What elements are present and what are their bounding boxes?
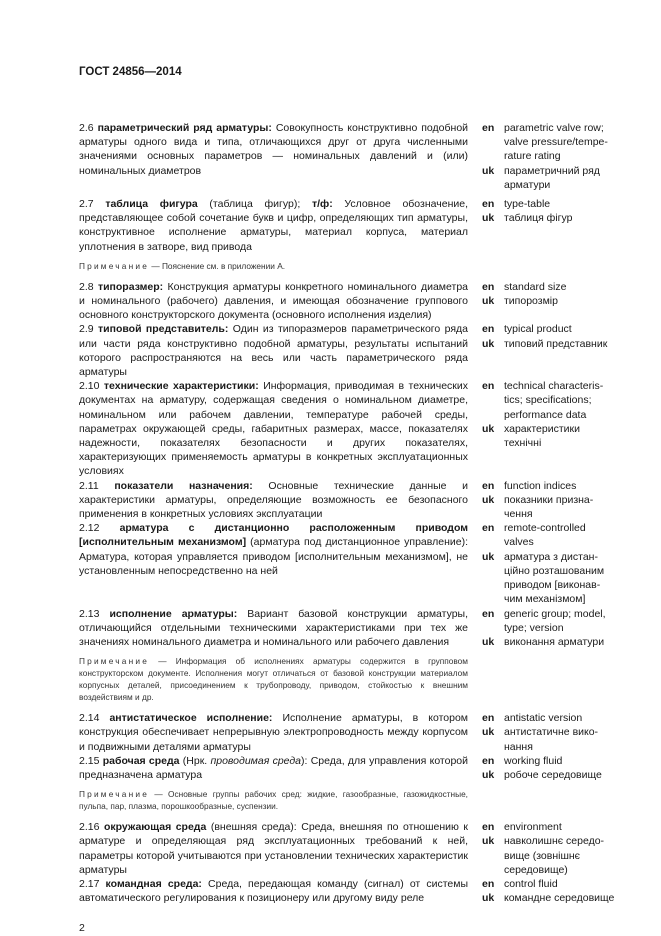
translation-uk: [482, 725, 654, 739]
term-row: [79, 711, 654, 754]
term-note: [79, 788, 468, 812]
translation-text: antistatic version: [504, 712, 583, 725]
language-code: [482, 564, 504, 578]
translation-en: [482, 479, 654, 493]
term-row: [79, 521, 654, 606]
language-code: en: [482, 380, 495, 393]
language-code: uk: [482, 835, 495, 848]
language-code: [482, 740, 504, 754]
term-entry: [79, 280, 468, 323]
note-label: Примечание: [79, 260, 150, 271]
translation-text: приводом [виконав-: [504, 579, 601, 592]
translation-text: function indices: [504, 479, 577, 492]
language-code: [482, 578, 504, 592]
note-label: Примечание: [79, 789, 150, 800]
term-name: рабочая среда: [102, 754, 180, 767]
term-entry: [79, 877, 468, 905]
translation-en: [482, 322, 654, 336]
translation-text: арматура з дистан-: [504, 550, 598, 563]
term-note: [79, 260, 468, 272]
language-code: uk: [482, 726, 495, 739]
translation-en: [482, 820, 654, 834]
translation-en: [482, 197, 654, 211]
translations: [482, 820, 654, 877]
term-synonym: (Нрк.: [179, 754, 211, 767]
term-definition: Совокупность конструктивно подобной арматуры одного вида и типа, отличающихся друг от друга численными значениями основных параметров — номинальных давлений и (или) номинальных диаметров: [79, 122, 469, 177]
translation-text: робоче середовище: [504, 768, 602, 781]
term-synonym: (внешняя среда):: [206, 821, 297, 834]
term-row: [79, 820, 654, 877]
translations: [482, 197, 654, 225]
term-number: 2.7: [79, 198, 94, 211]
translations: [482, 754, 654, 782]
language-code: uk: [482, 295, 495, 308]
term-row: [79, 197, 654, 254]
term-entry: [79, 711, 468, 754]
translation-uk: [482, 891, 654, 905]
translations: [482, 280, 654, 308]
translation-en: [482, 121, 654, 135]
language-code: uk: [482, 768, 495, 781]
translation-en: [482, 621, 654, 635]
term-number: 2.9: [79, 323, 94, 336]
term-entry: [79, 197, 468, 254]
translation-text: valve pressure/tempe-: [504, 136, 608, 149]
translation-text: environment: [504, 821, 562, 834]
language-code: en: [482, 198, 495, 211]
translation-uk: [482, 337, 654, 351]
language-code: [482, 621, 504, 635]
translation-uk: [482, 436, 654, 450]
language-code: uk: [482, 892, 495, 905]
term-row: [79, 607, 654, 650]
translation-uk: [482, 564, 654, 578]
language-code: uk: [482, 422, 495, 435]
translation-text: type; version: [504, 621, 564, 634]
translation-uk: [482, 422, 654, 436]
translations: [482, 877, 654, 905]
term-definition: Информация, приводимая в технических документах на арматуру, содержащая сведения о номинальном диаметре, номинальном или рабочем давлении, температуре рабочей среды, параметрах окружающей среды, габаритных размерах, массе, показателях надежности, показателях безопасности и других показателях, характеризующих применяемость арматуры в конкретных эксплуатационных условиях: [79, 380, 469, 478]
language-code: [482, 849, 504, 863]
language-code: en: [482, 122, 495, 134]
term-entry: [79, 379, 468, 478]
translation-text: remote-controlled: [504, 522, 586, 535]
language-code: [482, 178, 504, 192]
translation-en: [482, 280, 654, 294]
term-number: 2.16: [79, 821, 100, 834]
language-code: en: [482, 522, 495, 535]
translation-uk: [482, 578, 654, 592]
translation-text: командне середовище: [504, 892, 615, 905]
term-name: антистатическое исполнение:: [109, 712, 273, 725]
translation-text: ційно розташованим: [504, 564, 605, 577]
translation-text: чення: [504, 508, 533, 521]
term-name: окружающая среда: [103, 821, 207, 834]
translation-uk: [482, 635, 654, 649]
term-number: 2.10: [79, 380, 100, 393]
language-code: en: [482, 821, 495, 834]
term-entry: [79, 521, 468, 578]
translation-text: rature rating: [504, 150, 561, 163]
language-code: uk: [482, 212, 495, 225]
translation-en: [482, 535, 654, 549]
term-name: показатели назначения:: [114, 479, 253, 492]
language-code: [482, 535, 504, 549]
translations: [482, 479, 654, 522]
term-number: 2.6: [79, 122, 94, 134]
translation-en: [482, 149, 654, 163]
translation-uk: [482, 768, 654, 782]
translation-text: valves: [504, 536, 534, 549]
term-note: [79, 655, 468, 703]
translation-text: антистатичне вико-: [504, 726, 599, 739]
term-synonym: (арматура под дистанционное управление):: [246, 536, 468, 549]
glossary-body: [79, 121, 654, 935]
translation-uk: [482, 507, 654, 521]
translation-en: [482, 379, 654, 393]
term-name: типоразмер:: [97, 280, 164, 293]
term-name: типовой представитель:: [98, 323, 229, 336]
translation-uk: [482, 740, 654, 754]
term-entry: [79, 607, 468, 650]
translation-text: parametric valve row;: [504, 122, 604, 134]
translation-uk: [482, 164, 654, 178]
translation-text: нання: [504, 740, 533, 753]
language-code: en: [482, 754, 495, 767]
term-row: [79, 379, 654, 478]
term-definition: Конструкция арматуры конкретного номинального диаметра и номинального (рабочего) давления, и имеющая обозначение группового основного конструкторского документа (основного исполнения изделия): [79, 280, 468, 322]
term-definition: Основные технические данные и характеристики арматуры, определяющие возможность ее безопасного применения в конкретных условиях эксплуатации: [79, 479, 469, 521]
term-row: [79, 877, 654, 905]
term-definition: Арматура, которая управляется приводом [исполнительным механизмом], не установленным непосредственно на ней: [79, 550, 468, 577]
translation-uk: [482, 863, 654, 877]
language-code: en: [482, 712, 495, 725]
term-row: [79, 121, 654, 192]
term-row: [79, 322, 654, 379]
language-code: en: [482, 877, 495, 890]
term-number: 2.8: [79, 280, 94, 293]
language-code: uk: [482, 635, 495, 648]
term-name: технические характеристики:: [103, 380, 259, 393]
translation-text: working fluid: [504, 754, 563, 767]
note-text: — Информация об исполнениях арматуры содержится в групповом конструкторском документе. Исполнения могут отличаться от базовой конструкции материалом корпусных деталей, присоединением к трубопроводу, приводом, стойкостью к внешним воздействиям и др.: [79, 656, 468, 703]
term-number: 2.15: [79, 754, 100, 767]
note-text: — Основные группы рабочих сред: жидкие, газообразные, газожидкостные, пульпа, пар, плазма, порошкообразные, суспензии.: [79, 789, 468, 812]
translation-en: [482, 408, 654, 422]
term-number: 2.11: [79, 479, 99, 492]
term-synonym: (таблица фигур);: [197, 198, 312, 211]
language-code: en: [482, 607, 495, 620]
translation-uk: [482, 211, 654, 225]
term-number: 2.14: [79, 712, 100, 725]
translation-text: параметричний ряд: [504, 164, 600, 177]
translation-text: technical characteris-: [504, 380, 604, 393]
term-abbreviation: т/ф:: [311, 198, 333, 211]
language-code: en: [482, 479, 495, 492]
language-code: [482, 393, 504, 407]
language-code: [482, 149, 504, 163]
term-number: 2.12: [79, 522, 100, 535]
language-code: uk: [482, 550, 495, 563]
language-code: [482, 863, 504, 877]
translation-text: типорозмір: [504, 295, 558, 308]
translation-en: [482, 135, 654, 149]
translation-text: вище (зовнішнє: [504, 849, 581, 862]
term-entry: [79, 754, 468, 782]
translation-text: typical product: [504, 323, 572, 336]
note-label: Примечание: [79, 656, 150, 667]
term-row: [79, 754, 654, 782]
translation-en: [482, 711, 654, 725]
term-definition: Вариант базовой конструкции арматуры, отличающийся отдельными техническими характеристиками при тех же значениях номинального диаметра и номинального или рабочего давления: [79, 607, 469, 648]
deprecated-term: проводимая среда: [210, 754, 302, 767]
term-definition: Среда, внешняя по отношению к арматуре и определяющая ряд эксплуатационных требований к ней, параметры которой учитываются при установлении технических характеристик арматуры: [79, 821, 468, 876]
translation-text: середовище): [504, 863, 568, 876]
translation-uk: [482, 834, 654, 848]
translation-text: навколишнє середо-: [504, 835, 605, 848]
language-code: uk: [482, 164, 495, 177]
note-text: — Пояснение см. в приложении А.: [151, 260, 286, 271]
language-code: [482, 436, 504, 450]
translation-text: показники призна-: [504, 493, 594, 506]
translation-en: [482, 393, 654, 407]
term-definition: Среда, передающая команду (сигнал) от системы автоматического регулирования к позиционеру или другому виду реле: [79, 877, 468, 905]
term-entry: [79, 479, 468, 522]
term-definition: Условное обозначение, представляющее собой сочетание букв и цифр, определяющих тип арматуры, конструктивное исполнение арматуры, материал корпуса, материал уплотнения в затворе, вид привода: [79, 198, 468, 253]
term-number: 2.13: [79, 607, 100, 620]
translations: [482, 607, 654, 650]
translation-en: [482, 877, 654, 891]
term-name: командная среда:: [105, 877, 202, 890]
term-definition: Один из типоразмеров параметрического ряда или части ряда конструктивно подобной арматуры, результаты испытаний которого распространяются на весь или часть параметрического ряда арматуры: [79, 323, 468, 379]
translations: [482, 521, 654, 606]
term-entry: [79, 820, 468, 877]
page-number: 2: [79, 922, 85, 935]
translation-en: [482, 521, 654, 535]
language-code: [482, 507, 504, 521]
language-code: en: [482, 280, 495, 293]
term-entry: [79, 121, 468, 178]
term-name: исполнение арматуры:: [109, 607, 238, 620]
translation-text: standard size: [504, 280, 567, 293]
translation-text: виконання арматури: [504, 635, 605, 648]
term-number: 2.17: [79, 877, 100, 890]
term-row: [79, 280, 654, 323]
translation-text: технічні: [504, 437, 542, 450]
term-name: арматура с дистанционно расположенным приводом [исполнительным механизмом]: [79, 522, 468, 549]
language-code: [482, 408, 504, 422]
translation-text: характеристики: [504, 422, 580, 435]
translation-text: tics; specifications;: [504, 394, 592, 407]
term-row: [79, 479, 654, 522]
translation-text: арматури: [504, 178, 551, 191]
language-code: uk: [482, 493, 495, 506]
translation-uk: [482, 592, 654, 606]
term-definition: Исполнение арматуры, в котором конструкция обеспечивает непрерывную электропроводность между корпусом и подвижными деталями арматуры: [79, 712, 469, 753]
translation-uk: [482, 178, 654, 192]
term-definition: Среда, для управления которой предназначена арматура: [79, 754, 469, 781]
term-synonym-end: ):: [301, 754, 308, 767]
translation-uk: [482, 493, 654, 507]
translation-text: чим механізмом]: [504, 593, 586, 606]
language-code: [482, 592, 504, 606]
translation-text: performance data: [504, 408, 587, 421]
translations: [482, 711, 654, 754]
translation-text: типовий представник: [504, 337, 608, 350]
translation-uk: [482, 849, 654, 863]
language-code: [482, 135, 504, 149]
translation-text: generic group; model,: [504, 607, 606, 620]
term-name: таблица фигура: [105, 198, 198, 211]
language-code: uk: [482, 337, 495, 350]
translations: [482, 379, 654, 450]
translation-en: [482, 754, 654, 768]
translation-text: таблиця фігур: [504, 212, 573, 225]
document-header: ГОСТ 24856—2014: [79, 66, 182, 78]
translation-text: type-table: [504, 198, 551, 211]
translation-uk: [482, 550, 654, 564]
translation-uk: [482, 294, 654, 308]
term-entry: [79, 322, 468, 379]
term-name: параметрический ряд арматуры:: [97, 122, 272, 134]
translations: [482, 322, 654, 350]
translation-text: control fluid: [504, 877, 558, 890]
translation-en: [482, 607, 654, 621]
language-code: en: [482, 323, 495, 336]
translations: [482, 121, 654, 192]
